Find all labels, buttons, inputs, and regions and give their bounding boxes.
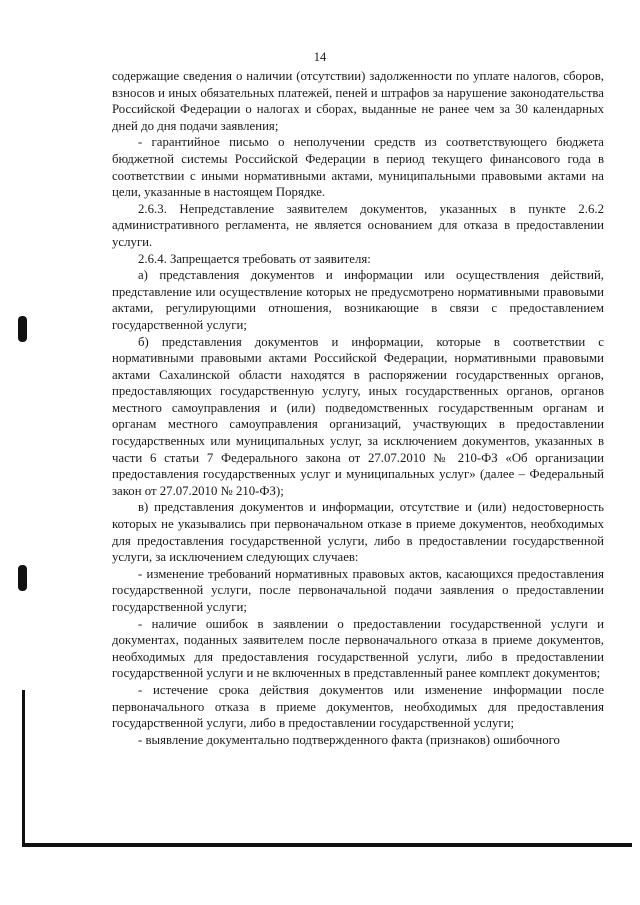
paragraph: - изменение требований нормативных правовых актов, касающихся предоставления государственной услуги, после первоначальной подачи заявления о предоставлении государственной услуги;	[112, 566, 604, 614]
scan-border-bottom	[22, 843, 632, 847]
paragraph: а) представления документов и информации или осуществления действий, представление или осуществление которых не предусмотрено нормативными правовыми актами, регулирующими отношения, возникающие в связи с предоставлением государственной услуги;	[112, 268, 604, 332]
document-body	[112, 68, 604, 748]
paragraph: б) представления документов и информации, которые в соответствии с нормативными правовыми актами Российской Федерации, нормативными правовыми актами Сахалинской области находятся в распоряжении государственных органов, предоставляющих государственную услугу, иных государственных органов, органов местного самоуправления и (или) подведомственных государственным органам и органам местного самоуправления организаций, участвующих в предоставлении государственных или муниципальных услуг, за исключением документов, указанных в части 6 статьи 7 Федерального закона от 27.07.2010 № 210-ФЗ «Об организации предоставления государственных услуг и муниципальных услуг» (далее – Федеральный закон от 27.07.2010 № 210-ФЗ);	[112, 334, 604, 498]
paragraph: 2.6.4. Запрещается требовать от заявителя:	[138, 251, 371, 266]
binding-hole-mark	[18, 316, 27, 342]
paragraph: в) представления документов и информации, отсутствие и (или) недостоверность которых не указывались при первоначальном отказе в приеме документов, необходимых для предоставления государственной услуги, либо в предоставлении государственной услуги, за исключением следующих случаев:	[112, 500, 604, 565]
binding-hole-mark	[18, 565, 27, 591]
paragraph: - гарантийное письмо о неполучении средств из соответствующего бюджета бюджетной системы Российской Федерации в период текущего финансового года в соответствии с иными нормативными актами, муниципальными правовыми актами на цели, указанные в настоящем Порядке.	[112, 135, 604, 200]
paragraph: - выявление документально подтвержденного факта (признаков) ошибочного	[138, 732, 560, 747]
paragraph: содержащие сведения о наличии (отсутствии) задолженности по уплате налогов, сборов, взносов и иных обязательных платежей, пеней и штрафов за нарушение законодательства Российской Федерации о налогах и сборах, выданные не ранее чем за 30 календарных дней до дня подачи заявления;	[112, 69, 604, 133]
page-number: 14	[313, 50, 327, 64]
paragraph: - наличие ошибок в заявлении о предоставлении государственной услуги и документах, поданных заявителем после первоначального отказа в приеме документов, необходимых для предоставления государственной услуги, либо в предоставлении государственной услуги и не включенных в представленный ранее комплект документов;	[112, 616, 604, 681]
paragraph: - истечение срока действия документов или изменение информации после первоначального отказа в приеме документов, необходимых для предоставления государственной услуги, либо в предоставлении государственной услуги;	[112, 682, 604, 731]
scan-border-left	[22, 690, 25, 847]
paragraph: 2.6.3. Непредставление заявителем документов, указанных в пункте 2.6.2 административного регламента, не является основанием для отказа в предоставлении услуги.	[112, 201, 604, 249]
